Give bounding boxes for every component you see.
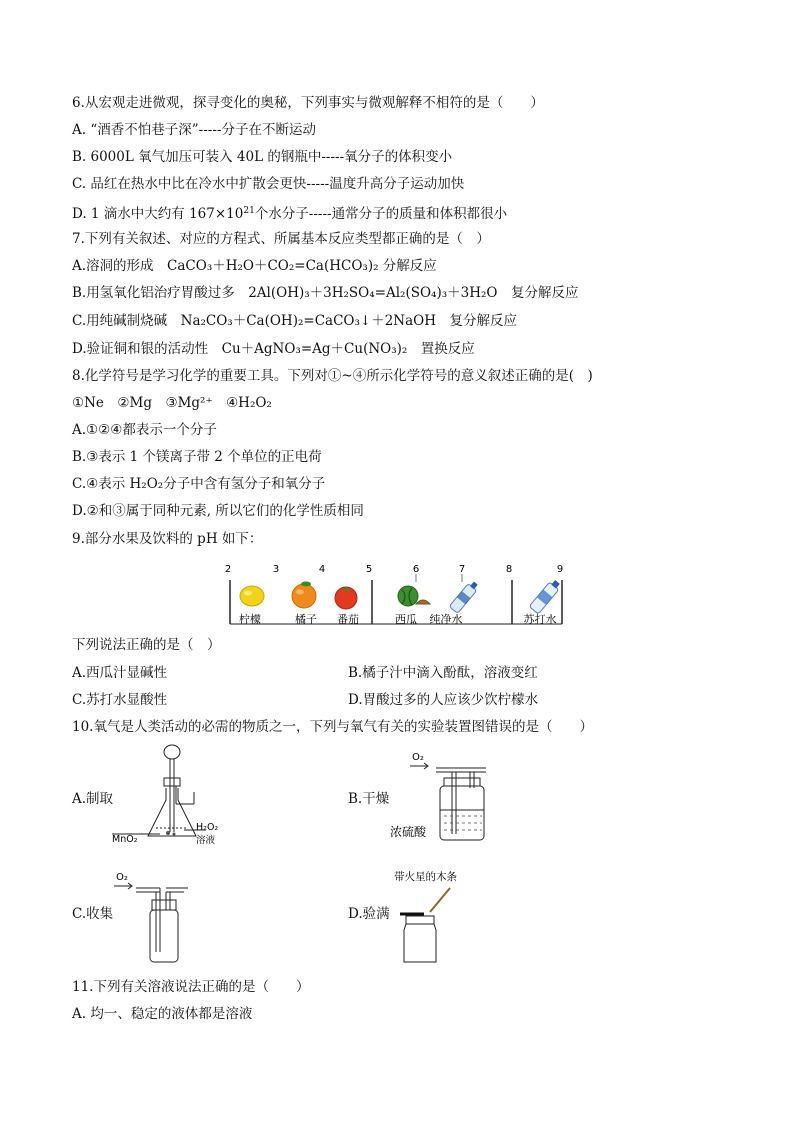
orange-icon (292, 582, 316, 609)
watermelon-icon (398, 586, 430, 606)
q9-option-a: A.西瓜汁显碱性 (72, 665, 168, 681)
ph-tick-6: 6 (412, 564, 420, 575)
ph-label-soda: 苏打水 (523, 613, 557, 626)
apparatus-d-test (390, 866, 490, 970)
q10-stem: 10.氧气是人类活动的必需的物质之一，下列与氧气有关的实验装置图错误的是（ ） (72, 719, 593, 735)
label-h2o2: H₂O₂ (196, 822, 219, 833)
label-acid: 浓硫酸 (390, 825, 427, 839)
q9-question: 下列说法正确的是（ ） (72, 637, 221, 653)
ph-label-lemon: 柠檬 (239, 613, 261, 626)
tomato-icon (335, 586, 357, 609)
q7-option-a: A.溶洞的形成 CaCO₃＋H₂O＋CO₂=Ca(HCO₃)₂ 分解反应 (72, 258, 437, 274)
q9-option-b: B.橘子汁中滴入酚酞，溶液变红 (348, 665, 538, 681)
q6-d-sup: 21 (243, 206, 255, 216)
ph-tick-8: 8 (505, 564, 513, 575)
ph-label-watermelon: 西瓜 (395, 613, 417, 626)
q11-option-a: A. 均一、稳定的液体都是溶液 (72, 1006, 253, 1022)
label-mno2: MnO₂ (112, 834, 138, 845)
ph-tick-9: 9 (556, 564, 564, 575)
q8-symbols: ①Ne ②Mg ③Mg²⁺ ④H₂O₂ (72, 395, 272, 411)
q10-option-b: B.干燥 (348, 791, 390, 807)
q10-option-d: D.验满 (348, 906, 390, 922)
label-solution: 溶液 (196, 835, 216, 846)
apparatus-a-generation (110, 742, 240, 852)
ph-tick-2: 2 (224, 564, 232, 575)
q6-d-pre: D. 1 滴水中大约有 167×10 (72, 206, 244, 222)
ph-tick-4: 4 (318, 564, 326, 575)
q6-option-c: C. 品红在热水中比在冷水中扩散会更快-----温度升高分子运动加快 (72, 176, 465, 192)
q8-stem: 8.化学符号是学习化学的重要工具。下列对①~④所示化学符号的意义叙述正确的是( ) (72, 368, 593, 384)
apparatus-b-drying (390, 748, 500, 848)
ph-tick-5: 5 (365, 564, 373, 575)
q11-stem: 11.下列有关溶液说法正确的是（ ） (72, 979, 310, 995)
label-stick: 带火星的木条 (394, 871, 457, 883)
q7-stem: 7.下列有关叙述、对应的方程式、所属基本反应类型都正确的是（ ） (72, 231, 490, 247)
q9-option-c: C.苏打水显酸性 (72, 692, 168, 708)
q7-option-b: B.用氢氧化铝治疗胃酸过多 2Al(OH)₃＋3H₂SO₄=Al₂(SO₄)₃＋3H₂O 复分解反应 (72, 285, 579, 301)
label-o2-b: O₂ (412, 752, 424, 763)
ph-tick-7: 7 (458, 564, 466, 575)
apparatus-c-collection (110, 866, 200, 966)
ph-tick-3: 3 (272, 564, 280, 575)
q9-stem: 9.部分水果及饮料的 pH 如下： (72, 531, 263, 547)
q7-option-c: C.用纯碱制烧碱 Na₂CO₃＋Ca(OH)₂=CaCO₃↓＋2NaOH 复分解反应 (72, 313, 517, 329)
ph-scale-figure (222, 560, 572, 632)
q8-option-c: C.④表示 H₂O₂分子中含有氢分子和氧分子 (72, 476, 326, 492)
q6-option-a: A. “酒香不怕巷子深”-----分子在不断运动 (72, 122, 316, 138)
soda-bottle-icon (529, 578, 562, 614)
lemon-icon (240, 586, 264, 606)
ph-label-orange: 橘子 (295, 613, 317, 626)
ph-label-water: 纯净水 (429, 613, 463, 626)
q6-d-post: 个水分子-----通常分子的质量和体积都很小 (254, 206, 508, 222)
q6-option-b: B. 6000L 氧气加压可装入 40L 的钢瓶中-----氧分子的体积变小 (72, 149, 453, 165)
q10-option-a: A.制取 (72, 791, 114, 807)
q6-stem: 6.从宏观走进微观，探寻变化的奥秘，下列事实与微观解释不相符的是（ ） (72, 95, 544, 111)
label-o2-c: O₂ (116, 872, 128, 883)
ph-label-tomato: 番茄 (337, 613, 359, 626)
q8-option-d: D.②和③属于同种元素, 所以它们的化学性质相同 (72, 503, 364, 519)
q8-option-a: A.①②④都表示一个分子 (72, 422, 217, 438)
water-bottle-icon (449, 580, 480, 614)
q8-option-b: B.③表示 1 个镁离子带 2 个单位的正电荷 (72, 449, 322, 465)
q9-option-d: D.胃酸过多的人应该少饮柠檬水 (348, 692, 539, 708)
q6-option-d (72, 202, 507, 223)
q7-option-d: D.验证铜和银的活动性 Cu＋AgNO₃=Ag＋Cu(NO₃)₂ 置换反应 (72, 341, 475, 357)
q10-option-c: C.收集 (72, 906, 114, 922)
